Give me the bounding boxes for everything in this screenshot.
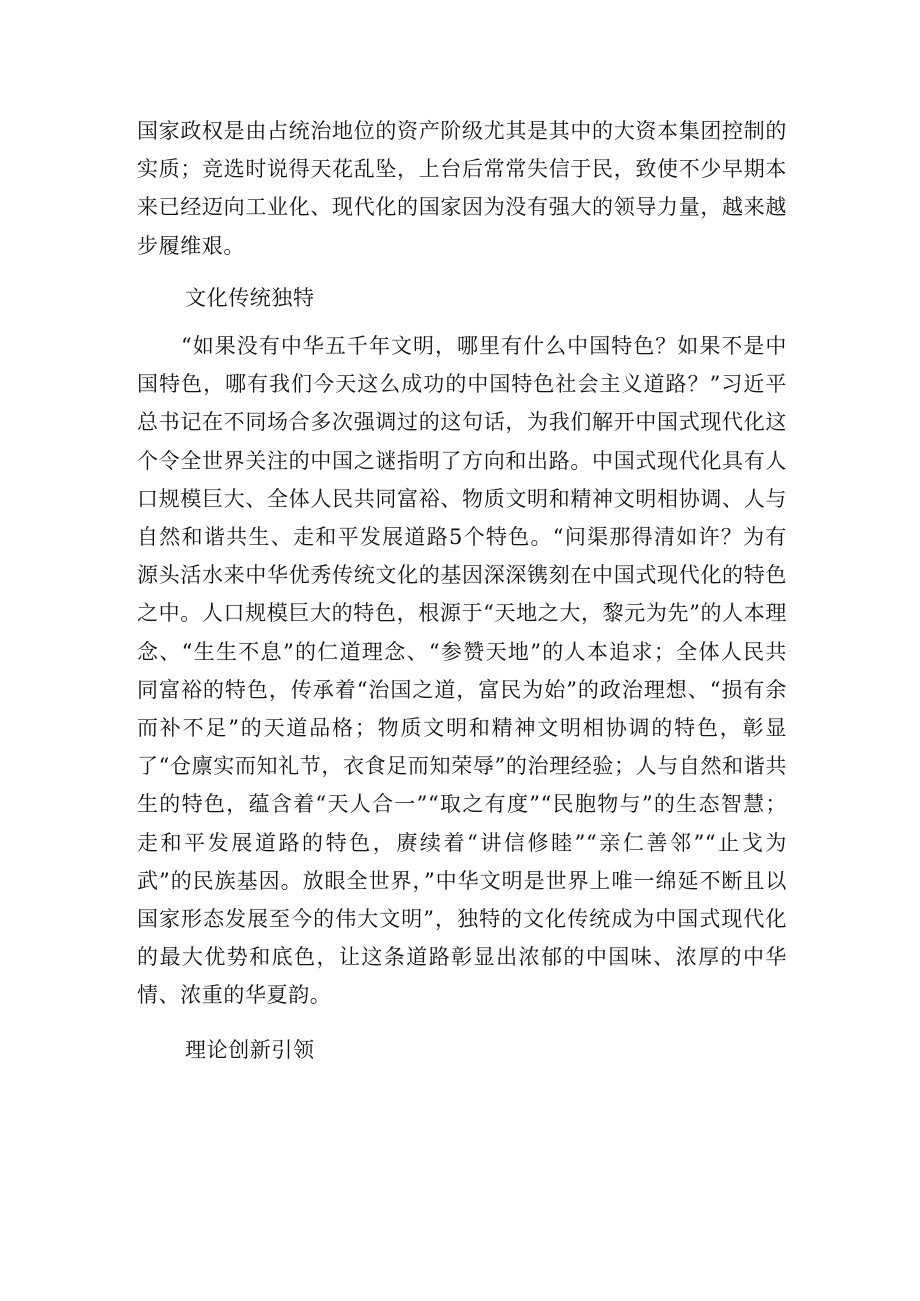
paragraph-spacer — [137, 265, 787, 279]
paragraph-culture: “如果没有中华五千年文明，哪里有什么中国特色？如果不是中国特色，哪有我们今天这么成功的中国特色社会主义道路？”习近平总书记在不同场合多次强调过的这句话，为我们解开中国式现代化这个令全世界关注的中国之谜指明了方向和出路。中国式现代化具有人口规模巨大、全体人民共同富裕、物质文明和精神文明相协调、人与自然和谐共生、走和平发展道路5个特色。“问渠那得清如许？为有源头活水来中华优秀传统文化的基因深深镌刻在中国式现代化的特色之中。人口规模巨大的特色，根源于“天地之大，黎元为先”的人本理念、“生生不息”的仁道理念、“参赞天地”的人本追求；全体人民共同富裕的特色，传承着“治国之道，富民为始”的政治理想、“损有余而补不足”的天道品格；物质文明和精神文明相协调的特色，彰显了“仓廪实而知礼节，衣食足而知荣辱”的治理经验；人与自然和谐共生的特色，蕴含着“天人合一”“取之有度”“民胞物与”的生态智慧；走和平发展道路的特色，赓续着“讲信修睦”“亲仁善邻”“止戈为武”的民族基因。放眼全世界，”中华文明是世界上唯一绵延不断且以国家形态发展至今的伟大文明”，独特的文化传统成为中国式现代化的最大优势和底色，让这条道路彰显出浓郁的中国味、浓厚的中华情、浓重的华夏韵。 — [137, 334, 787, 1008]
paragraph-continuation: 国家政权是由占统治地位的资产阶级尤其是其中的大资本集团控制的实质；竞选时说得天花乱坠，上台后常常失信于民，致使不少早期本来已经迈向工业化、现代化的国家因为没有强大的领导力量，越来越步履维艰。 — [137, 119, 787, 258]
section-heading-culture: 文化传统独特 — [185, 285, 315, 310]
section-heading-theory: 理论创新引领 — [185, 1037, 315, 1062]
document-body — [137, 112, 787, 1069]
paragraph-spacer — [137, 1015, 787, 1031]
paragraph-spacer — [137, 317, 787, 327]
